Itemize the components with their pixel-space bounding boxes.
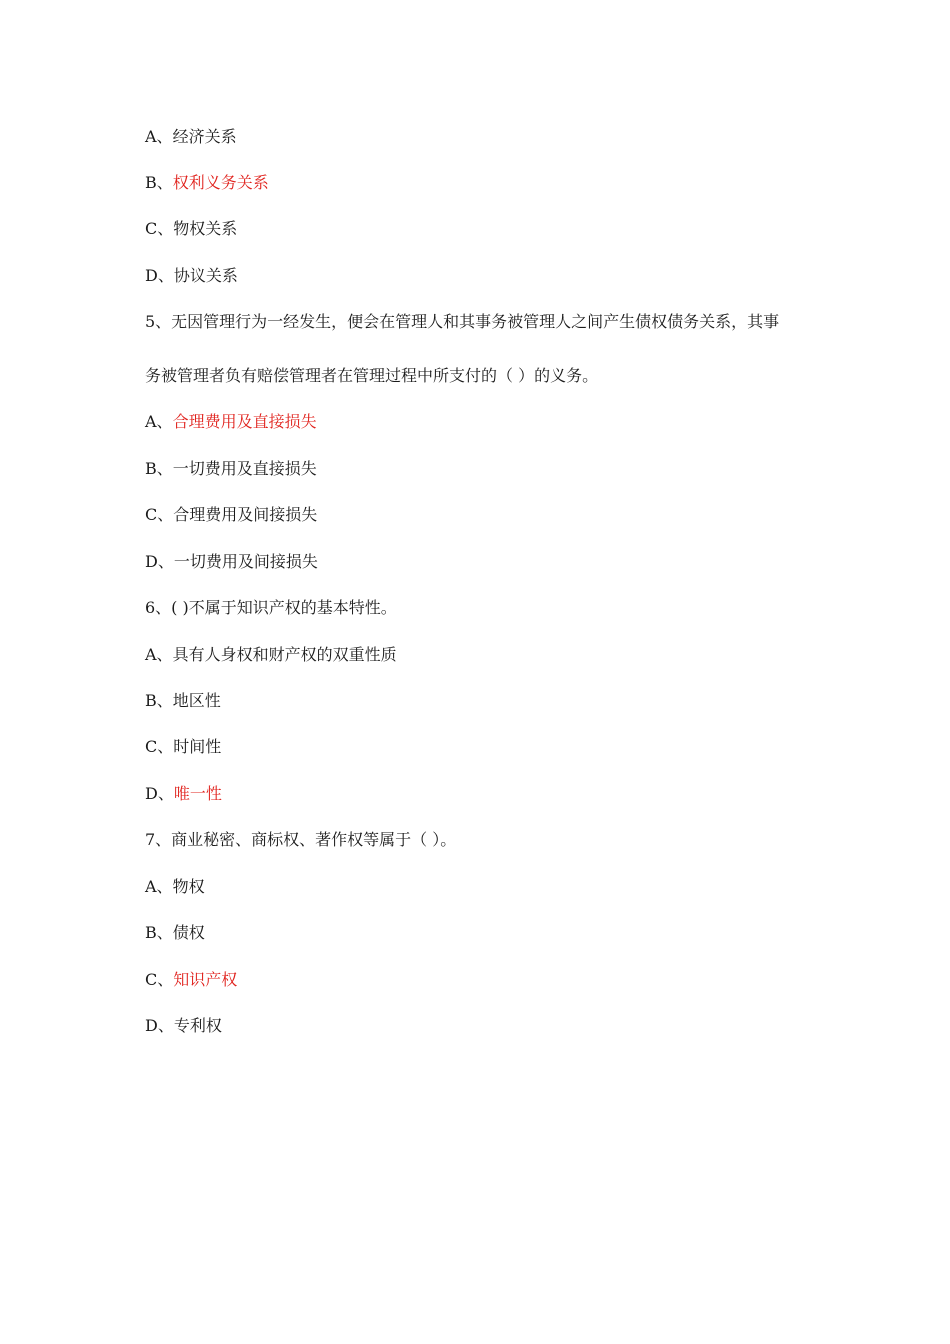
q6-option-a [145, 645, 397, 665]
q7-option-c [145, 970, 237, 990]
q7-question: 7、商业秘密、商标权、著作权等属于（ ）。 [145, 830, 457, 849]
option-text: 债权 [172, 923, 205, 942]
q5-question-line-1: 5、无因管理行为一经发生，便会在管理人和其事务被管理人之间产生债权债务关系，其事 [145, 312, 780, 331]
option-text-answer: 唯一性 [173, 784, 222, 803]
option-prefix: D、 [145, 552, 174, 571]
q5-option-a [145, 412, 317, 432]
q4-option-b [145, 173, 269, 193]
option-prefix: D、 [145, 1016, 174, 1035]
q6-question: 6、( )不属于知识产权的基本特性。 [145, 598, 397, 617]
option-text-answer: 知识产权 [173, 970, 238, 989]
option-text: 专利权 [173, 1016, 222, 1035]
option-text: 具有人身权和财产权的双重性质 [172, 645, 397, 664]
q7-option-d [145, 1016, 222, 1036]
q6-option-d [145, 784, 222, 804]
option-text: 一切费用及直接损失 [172, 459, 317, 478]
option-text-answer: 合理费用及直接损失 [172, 412, 317, 431]
option-prefix: A、 [145, 412, 173, 431]
option-prefix: A、 [145, 877, 173, 896]
q7-option-b [145, 923, 205, 943]
option-prefix: B、 [145, 923, 173, 942]
option-prefix: C、 [145, 505, 174, 524]
q4-option-c [145, 219, 237, 239]
option-text-answer: 权利义务关系 [172, 173, 269, 192]
option-prefix: A、 [145, 127, 173, 146]
option-text: 协议关系 [173, 266, 238, 285]
option-text: 物权 [172, 877, 205, 896]
option-prefix: B、 [145, 691, 173, 710]
option-text: 物权关系 [173, 219, 238, 238]
q5-question-line-2: 务被管理者负有赔偿管理者在管理过程中所支付的（ ）的义务。 [145, 366, 599, 385]
option-prefix: A、 [145, 645, 173, 664]
q5-option-b [145, 459, 317, 479]
option-prefix: B、 [145, 459, 173, 478]
q5-option-d [145, 552, 318, 572]
q5-option-c [145, 505, 317, 525]
option-text: 地区性 [172, 691, 221, 710]
option-prefix: C、 [145, 970, 174, 989]
q4-option-d [145, 266, 238, 286]
q7-option-a [145, 877, 205, 897]
option-text: 时间性 [173, 737, 222, 756]
q4-option-a [145, 127, 237, 147]
option-text: 合理费用及间接损失 [173, 505, 318, 524]
option-text: 经济关系 [172, 127, 237, 146]
option-prefix: C、 [145, 737, 174, 756]
option-prefix: D、 [145, 266, 174, 285]
option-text: 一切费用及间接损失 [173, 552, 318, 571]
q6-option-c [145, 737, 221, 757]
option-prefix: D、 [145, 784, 174, 803]
q6-option-b [145, 691, 221, 711]
option-prefix: C、 [145, 219, 174, 238]
option-prefix: B、 [145, 173, 173, 192]
